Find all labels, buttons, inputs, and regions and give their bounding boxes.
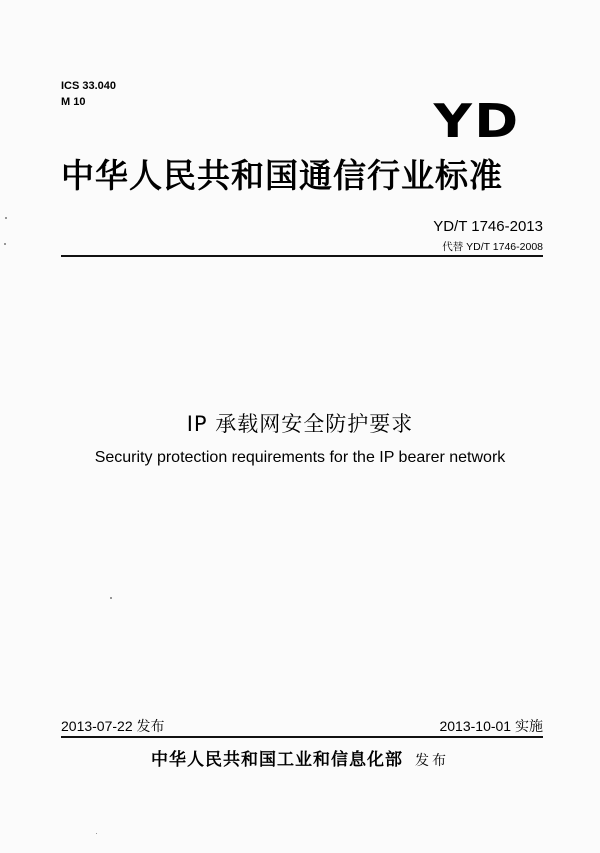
replaces-standard: 代替 YD/T 1746-2008 <box>442 241 543 253</box>
publisher-name: 中华人民共和国工业和信息化部 <box>151 750 403 770</box>
bottom-divider <box>61 736 543 738</box>
issue-date: 2013-07-22 发布 <box>61 718 165 734</box>
publish-label: 发布 <box>415 753 449 769</box>
publisher-line <box>0 745 600 770</box>
document-title-chinese: IP 承载网安全防护要求 <box>186 412 414 436</box>
yd-logo: YD <box>433 94 520 148</box>
standard-number: YD/T 1746-2013 <box>433 218 543 235</box>
ccs-code: M 10 <box>61 96 86 108</box>
implementation-date: 2013-10-01 实施 <box>439 718 543 734</box>
document-title-english: Security protection requirements for the IP bearer network <box>94 449 506 466</box>
scan-speck <box>5 217 7 219</box>
scan-speck <box>4 243 6 245</box>
scan-speck <box>96 833 97 834</box>
top-divider <box>61 255 543 257</box>
standard-type-title: 中华人民共和国通信行业标准 <box>61 156 503 195</box>
scan-speck <box>110 597 112 599</box>
ics-code: ICS 33.040 <box>61 80 117 92</box>
